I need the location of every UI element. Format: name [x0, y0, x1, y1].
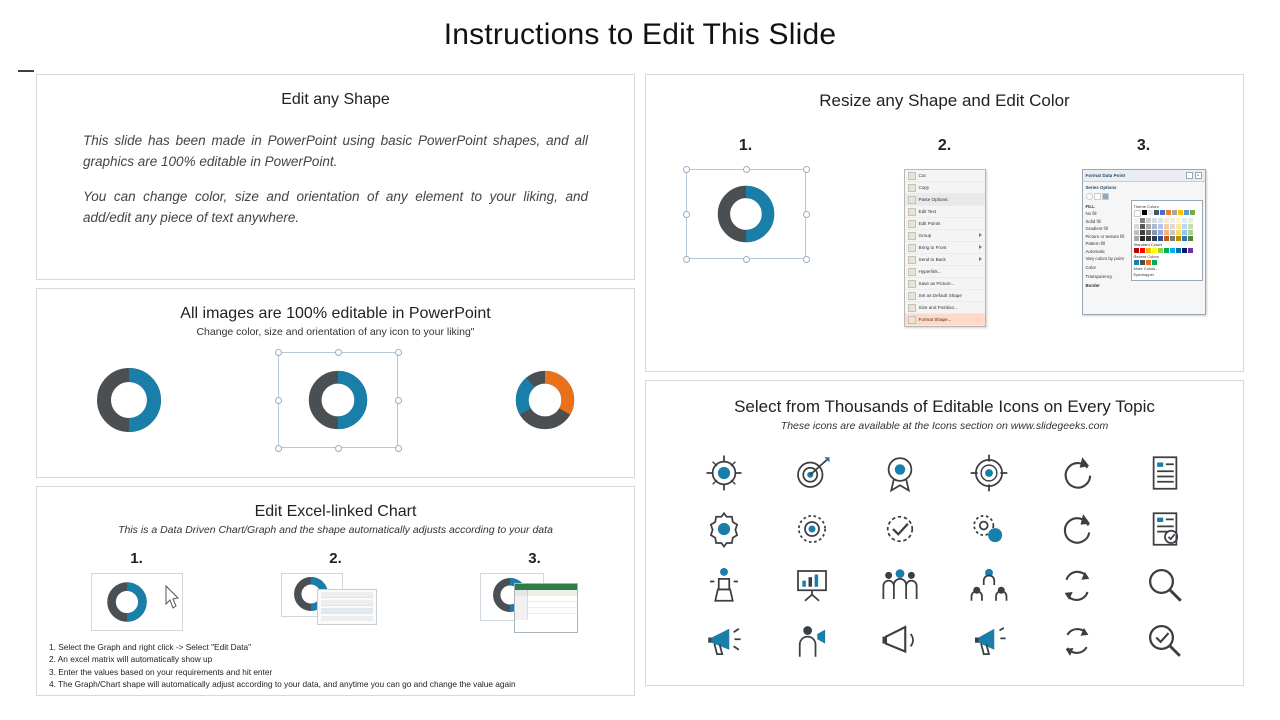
palette-eyedropper-label[interactable]: Eyedropper: [1133, 272, 1155, 277]
resize-handle-top-left[interactable]: [683, 166, 690, 173]
context-menu-label: Bring to Front: [918, 245, 947, 250]
context-menu-label: Cut: [918, 173, 926, 178]
format-data-point-dialog[interactable]: [1082, 169, 1206, 315]
swatch[interactable]: [1146, 236, 1151, 241]
swatch[interactable]: [1182, 230, 1187, 235]
presentation-board-icon: [791, 564, 833, 606]
context-menu-item-set-default-shape[interactable]: [905, 290, 985, 302]
swatch[interactable]: [1184, 210, 1189, 215]
excel-step-1: [62, 550, 212, 631]
panel-icons-subtitle: These icons are available at the Icons section on www.slidegeeks.com: [780, 420, 1109, 432]
swatch[interactable]: [1140, 248, 1145, 253]
size-position-icon: [908, 304, 916, 312]
megaphone-icon: [703, 620, 745, 662]
person-speaker-icon: [791, 620, 833, 662]
swatch[interactable]: [1182, 224, 1187, 229]
context-menu-item-size-and-position[interactable]: [905, 302, 985, 314]
magnifier-icon: [1144, 564, 1186, 606]
swatch[interactable]: [1170, 230, 1175, 235]
context-menu-label: Format Shape...: [918, 317, 952, 322]
excel-step-1-number: 1.: [130, 550, 143, 567]
format-color-label: Color: [1085, 265, 1096, 270]
resize-step-1-number: 1.: [738, 137, 753, 154]
swatch[interactable]: [1176, 224, 1181, 229]
excel-instruction-1: 1. Select the Graph and right click -> Select "Edit Data": [49, 642, 252, 652]
context-menu-label: Edit Points: [918, 221, 941, 226]
swatch[interactable]: [1140, 224, 1145, 229]
excel-step-3: [460, 550, 610, 633]
panel-excel-subtitle: This is a Data Driven Chart/Graph and the shape automatically adjusts according to your data: [118, 524, 553, 536]
excel-step-1-donut: [106, 581, 148, 623]
panel-resize-title: Resize any Shape and Edit Color: [819, 91, 1070, 110]
swatch[interactable]: [1160, 210, 1165, 215]
donut-chart-selected[interactable]: [278, 352, 398, 448]
swatch[interactable]: [1134, 218, 1139, 223]
circular-arrow-icon: [1056, 508, 1098, 550]
handle-mid-right[interactable]: [395, 397, 402, 404]
resize-handle-mid-right[interactable]: [803, 211, 810, 218]
copy-icon: [908, 184, 916, 192]
excel-mini-menu: [317, 589, 377, 625]
swatch[interactable]: [1170, 224, 1175, 229]
hyperlink-icon: [908, 268, 916, 276]
panel-images-row: [37, 352, 634, 448]
resize-handle-bottom-right[interactable]: [803, 256, 810, 263]
swatch[interactable]: [1166, 210, 1171, 215]
paste-icon: [908, 196, 916, 204]
context-menu-item-send-to-back[interactable]: [905, 254, 985, 266]
swatch[interactable]: [1140, 260, 1145, 265]
panel-icons-title: Select from Thousands of Editable Icons on Every Topic: [734, 397, 1155, 416]
cursor-pointer-icon: [164, 584, 180, 614]
handle-top-right[interactable]: [395, 349, 402, 356]
swatch[interactable]: [1176, 218, 1181, 223]
panel-images-subtitle: Change color, size and orientation of any icon to your liking": [196, 326, 475, 338]
format-option-vary-colors[interactable]: Vary colors by point: [1085, 256, 1124, 261]
palette-standard-colors-label: Standard Colors: [1133, 242, 1163, 247]
resize-handle-top-center[interactable]: [743, 166, 750, 173]
loudspeaker-icon: [879, 620, 921, 662]
format-border-label: Border: [1085, 282, 1100, 288]
swatch[interactable]: [1176, 230, 1181, 235]
swatch[interactable]: [1188, 224, 1193, 229]
palette-row[interactable]: [1134, 218, 1200, 223]
gear-dotted-icon: [791, 508, 833, 550]
context-menu-item-format-shape[interactable]: [905, 314, 985, 326]
save-picture-icon: [908, 280, 916, 288]
swatch[interactable]: [1152, 236, 1157, 241]
target-dart-icon: [791, 452, 833, 494]
context-menu-item-hyperlink[interactable]: [905, 266, 985, 278]
format-option-solid-fill[interactable]: Solid fill: [1085, 218, 1101, 224]
format-dialog-body: [1083, 182, 1205, 314]
donut-chart-blue-gray: [95, 366, 163, 434]
context-menu-item-bring-to-front[interactable]: [905, 242, 985, 254]
handle-bottom-left[interactable]: [275, 445, 282, 452]
format-dialog-section: Series Options: [1085, 185, 1117, 190]
swatch[interactable]: [1158, 224, 1163, 229]
palette-standard-row[interactable]: [1134, 248, 1200, 253]
panel-edit-excel-chart: [36, 486, 635, 696]
resize-step-2: [855, 137, 1035, 327]
palette-row[interactable]: [1134, 224, 1200, 229]
format-option-pattern-fill[interactable]: Pattern fill: [1085, 241, 1106, 246]
effects-tool-icon[interactable]: [1094, 193, 1101, 200]
swatch[interactable]: [1134, 248, 1139, 253]
palette-recent-colors-label: Recent Colors: [1133, 254, 1159, 259]
swatch[interactable]: [1134, 230, 1139, 235]
sync-arrows-icon: [1056, 564, 1098, 606]
format-option-picture-fill[interactable]: Picture or texture fill: [1085, 233, 1125, 239]
swatch[interactable]: [1152, 218, 1157, 223]
swatch[interactable]: [1158, 230, 1163, 235]
chart-tool-icon[interactable]: [1102, 193, 1109, 200]
palette-row[interactable]: [1134, 236, 1200, 241]
swatch[interactable]: [1176, 236, 1181, 241]
swatch[interactable]: [1140, 218, 1145, 223]
swatch[interactable]: [1188, 218, 1193, 223]
cut-icon: [908, 172, 916, 180]
context-menu-item-edit-text[interactable]: [905, 206, 985, 218]
format-option-automatic[interactable]: Automatic: [1085, 248, 1106, 254]
context-menu-label: Size and Position...: [918, 305, 958, 310]
resize-step-3-number: 3.: [1136, 137, 1151, 154]
document-list-icon: [1144, 452, 1186, 494]
color-palette-popup[interactable]: [1131, 200, 1203, 281]
panel-editable-icons: [645, 380, 1244, 686]
swatch[interactable]: [1152, 230, 1157, 235]
target-trophy-icon: [879, 452, 921, 494]
format-dialog-window-buttons[interactable]: [1184, 172, 1202, 179]
swatch[interactable]: [1134, 224, 1139, 229]
gear-check-icon: [879, 508, 921, 550]
palette-row[interactable]: [1134, 210, 1200, 217]
panel-resize-and-color: [645, 74, 1244, 372]
palette-title: Theme Colors: [1133, 204, 1159, 209]
context-menu-label: Paste Options:: [918, 197, 949, 202]
swatch[interactable]: [1190, 210, 1195, 215]
submenu-arrow-icon: [979, 245, 982, 249]
palette-recent-row[interactable]: [1134, 260, 1200, 265]
content-columns: [36, 74, 1244, 704]
panel-images-editable: [36, 288, 635, 478]
group-icon: [908, 232, 916, 240]
panel-edit-shape-title: Edit any Shape: [281, 91, 390, 108]
swatch[interactable]: [1182, 248, 1187, 253]
refresh-arrow-icon: [1056, 452, 1098, 494]
swatch[interactable]: [1134, 236, 1139, 241]
format-dialog-toolbar[interactable]: [1086, 193, 1202, 200]
page-title: Instructions to Edit This Slide: [443, 18, 837, 51]
swatch[interactable]: [1140, 236, 1145, 241]
donut-chart-orange-blue: [514, 369, 576, 431]
default-shape-icon: [908, 292, 916, 300]
excel-step-2: [261, 550, 411, 629]
swatch[interactable]: [1188, 248, 1193, 253]
right-column: [645, 74, 1244, 704]
swatch[interactable]: [1164, 218, 1169, 223]
format-option-gradient-fill[interactable]: Gradient fill: [1085, 226, 1108, 231]
search-check-icon: [1144, 620, 1186, 662]
title-rule: [18, 70, 34, 72]
swatch[interactable]: [1154, 210, 1159, 215]
context-menu-label: Set as Default Shape: [918, 293, 962, 298]
palette-more-colors-label[interactable]: More Colors...: [1133, 266, 1159, 271]
resize-step-2-number: 2.: [937, 137, 952, 154]
swatch[interactable]: [1146, 230, 1151, 235]
context-menu-item-copy[interactable]: [905, 182, 985, 194]
submenu-arrow-icon: [979, 233, 982, 237]
target-crosshair-icon: [703, 452, 745, 494]
swatch[interactable]: [1134, 260, 1139, 265]
swatch[interactable]: [1146, 248, 1151, 253]
target-scope-icon: [968, 452, 1010, 494]
context-menu-label: Hyperlink...: [918, 269, 942, 274]
panel-excel-title: Edit Excel-linked Chart: [254, 503, 417, 520]
excel-instruction-3: 3. Enter the values based on your requirements and hit enter: [49, 666, 273, 677]
gear-settings-icon: [703, 508, 745, 550]
swatch[interactable]: [1146, 218, 1151, 223]
swatch[interactable]: [1164, 248, 1169, 253]
resize-shape-selected[interactable]: [686, 169, 806, 259]
send-back-icon: [908, 256, 916, 264]
swatch[interactable]: [1178, 210, 1183, 215]
swatch[interactable]: [1146, 260, 1151, 265]
format-option-no-fill[interactable]: No fill: [1085, 211, 1097, 216]
swatch[interactable]: [1146, 224, 1151, 229]
resize-handle-mid-left[interactable]: [683, 211, 690, 218]
format-dialog-title: Format Data Point: [1085, 173, 1126, 178]
swatch[interactable]: [1152, 248, 1157, 253]
recycle-arrows-icon: [1056, 620, 1098, 662]
swatch[interactable]: [1188, 236, 1193, 241]
format-shape-icon: [908, 316, 916, 324]
announcement-icon: [968, 620, 1010, 662]
resize-handle-bottom-center[interactable]: [743, 256, 750, 263]
context-menu-item-edit-points[interactable]: [905, 218, 985, 230]
swatch[interactable]: [1172, 210, 1177, 215]
swatch[interactable]: [1176, 248, 1181, 253]
edit-text-icon: [908, 208, 916, 216]
swatch[interactable]: [1158, 218, 1163, 223]
swatch[interactable]: [1158, 248, 1163, 253]
fill-tool-icon[interactable]: [1086, 193, 1093, 200]
format-dialog-fill-label: FILL: [1085, 203, 1095, 209]
group-people-icon: [879, 564, 921, 606]
excel-instructions-list: [37, 641, 634, 691]
resize-step-3: [1054, 137, 1234, 315]
handle-bottom-right[interactable]: [395, 445, 402, 452]
context-menu-label: Group: [918, 233, 932, 238]
team-network-icon: [968, 564, 1010, 606]
swatch[interactable]: [1188, 230, 1193, 235]
context-menu-label: Copy: [918, 185, 930, 190]
swatch[interactable]: [1152, 260, 1157, 265]
panel-excel-steps: [37, 550, 634, 633]
resize-handle-top-right[interactable]: [803, 166, 810, 173]
swatch[interactable]: [1182, 218, 1187, 223]
context-menu-item-group[interactable]: [905, 230, 985, 242]
swatch[interactable]: [1170, 248, 1175, 253]
panel-edit-shape-body: [37, 109, 634, 229]
context-menu-item-paste-options[interactable]: [905, 194, 985, 206]
context-menu-item-save-as-picture[interactable]: [905, 278, 985, 290]
swatch[interactable]: [1164, 224, 1169, 229]
gear-dual-icon: [968, 508, 1010, 550]
swatch[interactable]: [1182, 236, 1187, 241]
icons-grid: [646, 432, 1243, 662]
minimize-icon[interactable]: -: [1186, 172, 1193, 179]
excel-instruction-4: 4. The Graph/Chart shape will automatically adjust according to your data, and anytime you can go and change the value again: [49, 679, 516, 690]
document-check-icon: [1144, 508, 1186, 550]
swatch[interactable]: [1158, 236, 1163, 241]
shape-context-menu[interactable]: [904, 169, 986, 327]
handle-bottom-center[interactable]: [335, 445, 342, 452]
palette-row[interactable]: [1134, 230, 1200, 235]
swatch[interactable]: [1134, 210, 1141, 217]
context-menu-item-cut[interactable]: [905, 170, 985, 182]
excel-step-2-number: 2.: [329, 550, 342, 567]
swatch[interactable]: [1152, 224, 1157, 229]
excel-data-sheet[interactable]: [514, 583, 578, 633]
swatch[interactable]: [1142, 210, 1147, 215]
context-menu-label: Save as Picture...: [918, 281, 955, 286]
left-column: [36, 74, 635, 704]
swatch[interactable]: [1170, 236, 1175, 241]
excel-instruction-2: 2. An excel matrix will automatically show up: [49, 654, 213, 665]
context-menu-label: Send to Back: [918, 257, 946, 262]
person-podium-icon: [703, 564, 745, 606]
edit-shape-paragraph-1: This slide has been made in PowerPoint using basic PowerPoint shapes, and all graphics are 100% editable in PowerPoint.: [83, 133, 588, 169]
panel-images-title: All images are 100% editable in PowerPoint: [180, 305, 491, 322]
swatch[interactable]: [1148, 210, 1153, 215]
context-menu-label: Edit Text: [918, 209, 937, 214]
swatch[interactable]: [1164, 236, 1169, 241]
format-dialog-titlebar: [1083, 170, 1205, 182]
panel-edit-any-shape: [36, 74, 635, 280]
bring-front-icon: [908, 244, 916, 252]
excel-step-3-number: 3.: [528, 550, 541, 567]
panel-resize-steps: [646, 137, 1243, 327]
close-icon[interactable]: x: [1195, 172, 1202, 179]
swatch[interactable]: [1170, 218, 1175, 223]
format-transparency-label: Transparency: [1085, 273, 1113, 279]
resize-handle-bottom-left[interactable]: [683, 256, 690, 263]
resize-step-1: [656, 137, 836, 259]
edit-points-icon: [908, 220, 916, 228]
resize-donut: [716, 184, 776, 244]
edit-shape-paragraph-2: You can change color, size and orientation of any element to your liking, and add/edit any piece of text anywhere.: [83, 188, 588, 225]
swatch[interactable]: [1164, 230, 1169, 235]
swatch[interactable]: [1140, 230, 1145, 235]
submenu-arrow-icon: [979, 257, 982, 261]
